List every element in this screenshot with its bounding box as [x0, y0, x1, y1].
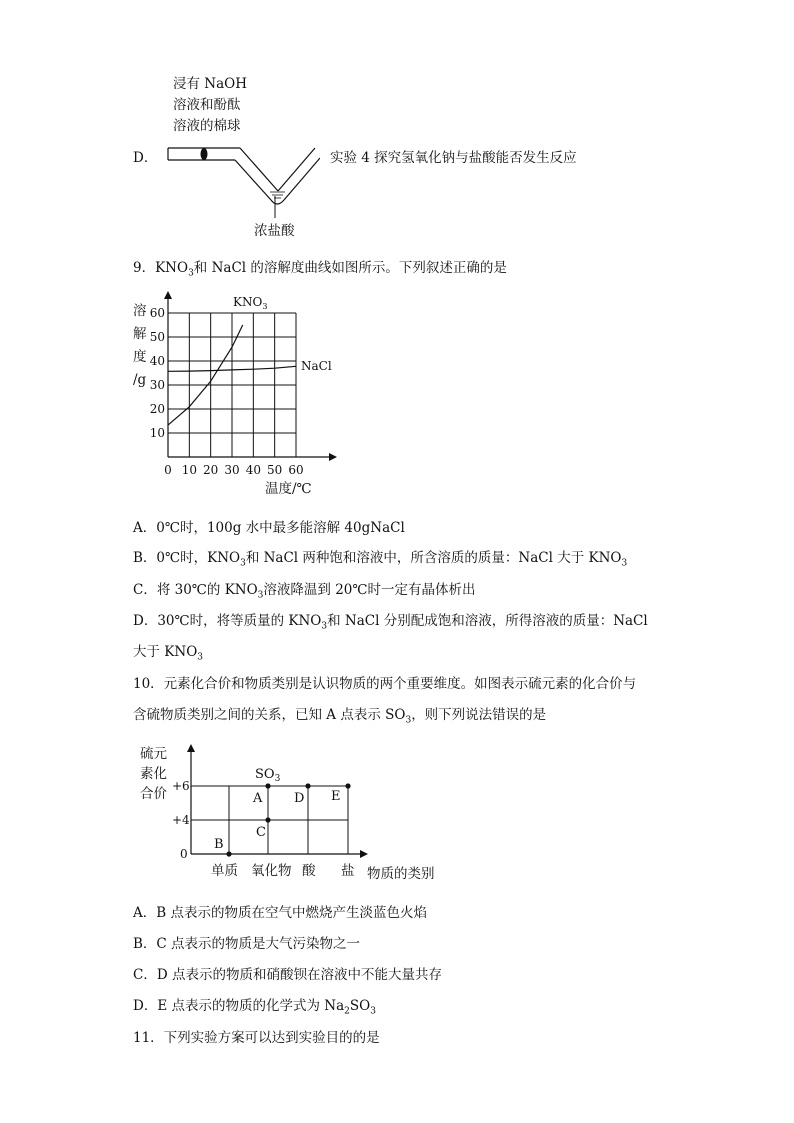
q10-cat-oxide: 氧化物 [251, 863, 292, 879]
q10-ytick-zero: 0 [180, 847, 188, 861]
y-tick-label: 50 [149, 330, 165, 344]
y-tick-label: 30 [149, 378, 165, 392]
experiment-caption: 实验 4 探究氢氧化钠与盐酸能否发生反应 [330, 150, 577, 166]
valence-category-chart [170, 742, 370, 867]
q9-option-b: B．0℃时，$KNO_3$和 NaCl 两种饱和溶液中，所含溶质的质量：NaCl 大于 $KNO_3$ [133, 550, 628, 569]
label-b: B [214, 837, 224, 852]
solubility-chart [145, 290, 345, 500]
so3-label: $SO_3$ [255, 767, 281, 784]
q10-cat-element: 单质 [211, 863, 238, 879]
q10-cat-acid: 酸 [302, 863, 316, 879]
q9-option-c: C．将 30℃的 $KNO_3$溶液降温到 20℃时一定有晶体析出 [133, 582, 476, 601]
y-tick-label: 40 [149, 354, 165, 368]
label-d: D [294, 791, 305, 806]
q10-option-c: C．D 点表示的物质和硝酸钡在溶液中不能大量共存 [133, 967, 442, 983]
y-tick-label: 10 [149, 426, 165, 440]
series-label-nacl: NaCl [301, 359, 332, 373]
q10-option-a: A．B 点表示的物质在空气中燃烧产生淡蓝色火焰 [133, 905, 427, 921]
point-c [265, 817, 270, 822]
point-e [345, 783, 350, 788]
x-tick-label: 10 [181, 463, 197, 477]
point-d [305, 783, 310, 788]
q9-option-a: A．0℃时，100g 水中最多能溶解 40gNaCl [133, 520, 405, 536]
y-tick-label: 20 [149, 402, 165, 416]
option-letter-d: D． [133, 150, 158, 166]
label-a: A [253, 791, 263, 806]
x-tick-label: 50 [267, 463, 283, 477]
label-e: E [331, 789, 341, 804]
x-tick-label: 30 [224, 463, 240, 477]
x-tick-label: 40 [245, 463, 261, 477]
point-a [265, 783, 270, 788]
cotton-label-line-3: 溶液的棉球 [173, 118, 241, 134]
label-c: C [256, 825, 266, 840]
q10-y-arrow-icon [187, 744, 195, 752]
q10-ytick-plus6: +6 [172, 779, 190, 793]
q10-stem-line-2: 含硫物质类别之间的关系，已知 A 点表示 $SO_3$，则下列说法错误的是 [133, 707, 547, 726]
cotton-label-line-2: 溶液和酚酞 [173, 97, 241, 113]
y-axis-arrow-icon [164, 291, 172, 299]
series-line-kno3 [168, 325, 243, 425]
q9-x-axis-label: 温度/℃ [265, 481, 312, 497]
q9-option-d-cont: 大于 $KNO_3$ [133, 644, 203, 663]
q11-stem: 11．下列实验方案可以达到实验目的的是 [133, 1030, 380, 1046]
q10-y-axis-label: 硫元 素化 合价 [140, 746, 167, 802]
q9-option-d: D．30℃时，将等质量的 $KNO_3$和 NaCl 分别配成饱和溶液，所得溶液的质量：NaCl [133, 613, 648, 632]
x-tick-label: 20 [203, 463, 219, 477]
q9-stem: 9．$KNO_3$和 NaCl 的溶解度曲线如图所示。下列叙述正确的是 [133, 260, 507, 279]
q9-y-axis-label: 溶 解 度 /g [133, 303, 147, 388]
series-label-kno3: $KNO_3$ [233, 295, 268, 311]
y-tick-label: 60 [149, 306, 165, 320]
x-tick-label: 0 [164, 463, 172, 477]
q10-ytick-plus4: +4 [172, 813, 190, 827]
q10-option-b: B．C 点表示的物质是大气污染物之一 [133, 936, 361, 952]
acid-pointer [270, 196, 280, 218]
q10-x-arrow-icon [360, 850, 368, 858]
cotton-ball-icon [201, 148, 208, 160]
q10-stem-line-1: 10．元素化合价和物质类别是认识物质的两个重要维度。如图表示硫元素的化合价与 [133, 676, 637, 692]
q10-x-axis-label: 物质的类别 [367, 866, 435, 882]
x-tick-label: 60 [288, 463, 304, 477]
x-axis-arrow-icon [329, 453, 337, 461]
q10-option-d: D．E 点表示的物质的化学式为 $Na_2SO_3$ [133, 998, 376, 1017]
v-tube-apparatus [160, 128, 320, 218]
q10-cat-salt: 盐 [341, 863, 355, 879]
acid-label: 浓盐酸 [254, 223, 295, 239]
point-b [226, 851, 231, 856]
cotton-label-line-1: 浸有 NaOH [173, 76, 247, 92]
